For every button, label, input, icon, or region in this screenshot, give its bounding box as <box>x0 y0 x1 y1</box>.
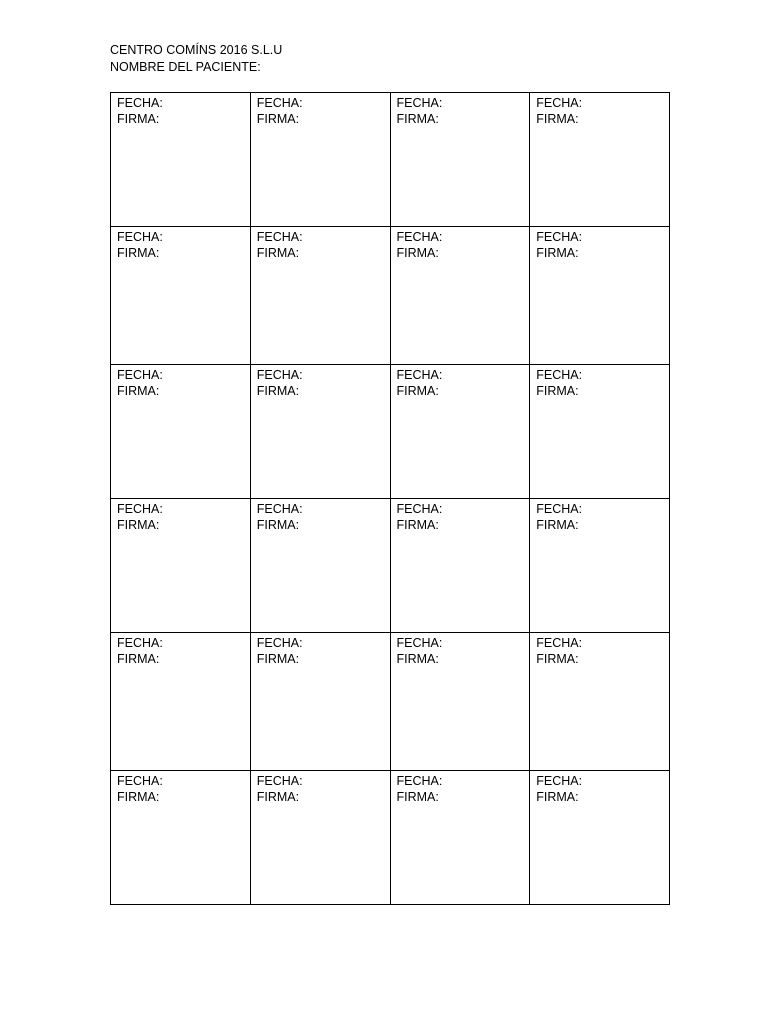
signature-label: FIRMA: <box>536 518 579 532</box>
date-label: FECHA: <box>396 368 443 382</box>
signature-label: FIRMA: <box>536 790 579 804</box>
signature-cell <box>530 365 670 499</box>
date-label: FECHA: <box>536 230 583 244</box>
signature-cell <box>390 227 530 365</box>
grid-row <box>111 633 670 771</box>
signature-cell <box>111 227 251 365</box>
signature-cell <box>390 499 530 633</box>
signature-cell <box>390 633 530 771</box>
signature-label: FIRMA: <box>117 652 160 666</box>
grid-row <box>111 365 670 499</box>
signature-cell <box>111 93 251 227</box>
grid-row <box>111 93 670 227</box>
date-label: FECHA: <box>256 96 303 110</box>
signature-label: FIRMA: <box>396 518 439 532</box>
date-label: FECHA: <box>396 230 443 244</box>
date-label: FECHA: <box>396 774 443 788</box>
signature-label: FIRMA: <box>256 384 300 398</box>
signature-cell <box>111 365 251 499</box>
signature-label: FIRMA: <box>536 384 579 398</box>
signature-label: FIRMA: <box>256 652 300 666</box>
company-name: CENTRO COMÍNS 2016 S.L.U <box>110 43 283 57</box>
grid-row <box>111 227 670 365</box>
date-label: FECHA: <box>536 96 583 110</box>
signature-label: FIRMA: <box>117 518 160 532</box>
date-label: FECHA: <box>396 96 443 110</box>
date-label: FECHA: <box>117 230 163 244</box>
date-label: FECHA: <box>536 502 583 516</box>
signature-label: FIRMA: <box>256 790 300 804</box>
date-label: FECHA: <box>256 636 303 650</box>
signature-cell <box>250 93 390 227</box>
date-label: FECHA: <box>536 774 583 788</box>
date-label: FECHA: <box>396 636 443 650</box>
signature-cell <box>390 771 530 905</box>
signature-label: FIRMA: <box>117 112 160 126</box>
signature-label: FIRMA: <box>396 652 439 666</box>
signature-label: FIRMA: <box>396 112 439 126</box>
patient-name-label: NOMBRE DEL PACIENTE: <box>110 60 261 74</box>
signature-cell <box>390 365 530 499</box>
date-label: FECHA: <box>536 636 583 650</box>
signature-label: FIRMA: <box>256 112 300 126</box>
date-label: FECHA: <box>117 502 163 516</box>
signature-cell <box>530 227 670 365</box>
signature-cell <box>250 365 390 499</box>
date-label: FECHA: <box>536 368 583 382</box>
grid-row <box>111 499 670 633</box>
date-label: FECHA: <box>117 774 163 788</box>
signature-grid <box>110 92 670 905</box>
date-label: FECHA: <box>256 774 303 788</box>
signature-label: FIRMA: <box>117 246 160 260</box>
signature-label: FIRMA: <box>117 790 160 804</box>
date-label: FECHA: <box>117 636 163 650</box>
signature-cell <box>111 633 251 771</box>
signature-cell <box>250 499 390 633</box>
signature-cell <box>250 771 390 905</box>
signature-cell <box>530 771 670 905</box>
signature-label: FIRMA: <box>536 246 579 260</box>
signature-cell <box>390 93 530 227</box>
document-header <box>110 42 282 76</box>
signature-label: FIRMA: <box>536 652 579 666</box>
date-label: FECHA: <box>256 230 303 244</box>
signature-cell <box>530 499 670 633</box>
signature-label: FIRMA: <box>536 112 579 126</box>
signature-label: FIRMA: <box>117 384 160 398</box>
signature-label: FIRMA: <box>396 790 439 804</box>
date-label: FECHA: <box>117 368 163 382</box>
date-label: FECHA: <box>256 368 303 382</box>
signature-cell <box>530 633 670 771</box>
signature-label: FIRMA: <box>256 246 300 260</box>
grid-row <box>111 771 670 905</box>
signature-cell <box>250 633 390 771</box>
signature-label: FIRMA: <box>256 518 300 532</box>
signature-cell <box>111 499 251 633</box>
date-label: FECHA: <box>256 502 303 516</box>
signature-cell <box>530 93 670 227</box>
signature-cell <box>250 227 390 365</box>
signature-cell <box>111 771 251 905</box>
date-label: FECHA: <box>396 502 443 516</box>
date-label: FECHA: <box>117 96 163 110</box>
signature-label: FIRMA: <box>396 246 439 260</box>
signature-label: FIRMA: <box>396 384 439 398</box>
